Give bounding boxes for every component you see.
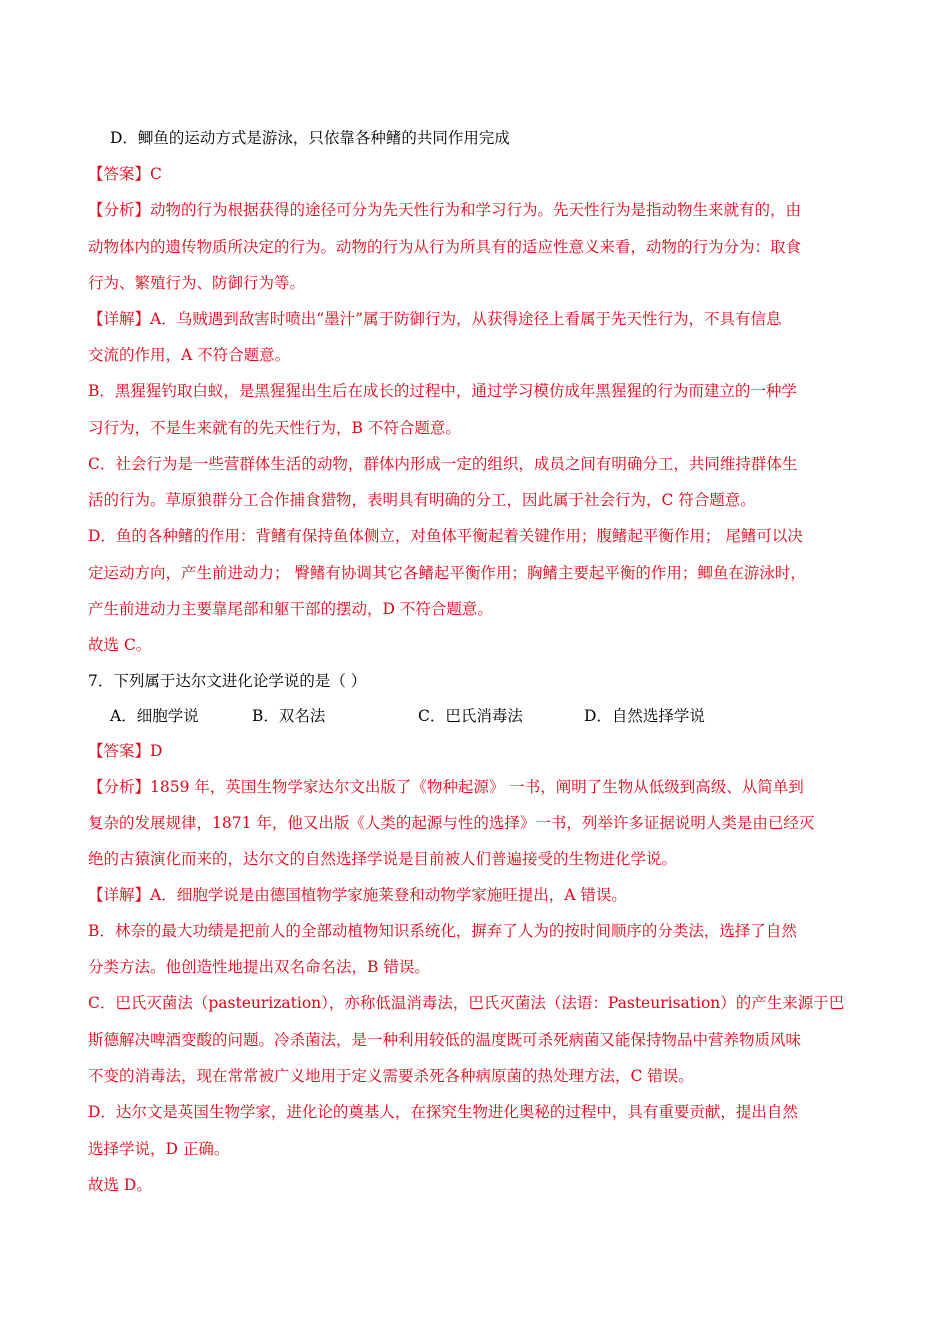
q7-conclusion: 故选 D。 xyxy=(88,1176,152,1194)
q7-option-d: D．自然选择学说 xyxy=(584,707,705,725)
q6-detail-line: D．鱼的各种鳍的作用：背鳍有保持鱼体侧立，对鱼体平衡起着关键作用；腹鳍起平衡作用； 尾鳍可以决 xyxy=(88,527,803,545)
q6-detail-line: B．黑猩猩钓取白蚁，是黑猩猩出生后在成长的过程中，通过学习模仿成年黑猩猩的行为而建立的一种学 xyxy=(88,382,797,400)
q7-option-b: B．双名法 xyxy=(252,707,326,725)
q6-detail-line: 定运动方向，产生前进动力； 臀鳍有协调其它各鳍起平衡作用；胸鳍主要起平衡的作用；鲫鱼在游泳时， xyxy=(88,564,806,582)
q7-detail-line: 斯德解决啤酒变酸的问题。冷杀菌法，是一种利用较低的温度既可杀死病菌又能保持物品中营养物质风味 xyxy=(88,1031,802,1049)
q7-analysis-line: 绝的古猿演化而来的，达尔文的自然选择学说是目前被人们普遍接受的生物进化学说。 xyxy=(88,850,678,868)
q7-detail-line: 【详解】A．细胞学说是由德国植物学家施莱登和动物学家施旺提出，A 错误。 xyxy=(88,886,627,904)
q7-detail-line: 分类方法。他创造性地提出双名命名法，B 错误。 xyxy=(88,958,430,976)
q7-analysis-line: 复杂的发展规律，1871 年，他又出版《人类的起源与性的选择》一书，列举许多证据说明人类是由已经灭 xyxy=(88,814,815,832)
q7-analysis-line: 【分析】1859 年，英国生物学家达尔文出版了《物种起源》 一书，阐明了生物从低级到高级、从简单到 xyxy=(88,778,804,796)
q7-detail-line: 选择学说，D 正确。 xyxy=(88,1140,230,1158)
q7-option-a: A．细胞学说 xyxy=(110,707,199,725)
q6-detail-line: 习行为，不是生来就有的先天性行为，B 不符合题意。 xyxy=(88,419,461,437)
q6-detail-line: 产生前进动力主要靠尾部和躯干部的摆动，D 不符合题意。 xyxy=(88,600,493,618)
q7-option-c: C．巴氏消毒法 xyxy=(418,707,523,725)
q7-detail-line: 不变的消毒法，现在常常被广义地用于定义需要杀死各种病原菌的热处理方法，C 错误。 xyxy=(88,1067,694,1085)
q6-detail-line: 活的行为。草原狼群分工合作捕食猎物，表明具有明确的分工，因此属于社会行为，C 符合题意。 xyxy=(88,491,756,509)
q6-answer: 【答案】C xyxy=(88,165,162,183)
q7-question: 7．下列属于达尔文进化论学说的是（ ） xyxy=(88,672,367,690)
q7-detail-line: D．达尔文是英国生物学家，进化论的奠基人，在探究生物进化奥秘的过程中，具有重要贡献，提出自然 xyxy=(88,1103,798,1121)
q6-conclusion: 故选 C。 xyxy=(88,636,152,654)
q7-detail-line: B．林奈的最大功绩是把前人的全部动植物知识系统化，摒弃了人为的按时间顺序的分类法，选择了自然 xyxy=(88,922,797,940)
q6-detail-line: 交流的作用，A 不符合题意。 xyxy=(88,346,291,364)
q6-analysis-line: 【分析】动物的行为根据获得的途径可分为先天性行为和学习行为。先天性行为是指动物生来就有的，由 xyxy=(88,201,802,219)
q6-analysis-line: 行为、繁殖行为、防御行为等。 xyxy=(88,274,306,292)
q6-analysis-line: 动物体内的遗传物质所决定的行为。动物的行为从行为所具有的适应性意义来看，动物的行为分为：取食 xyxy=(88,238,802,256)
q7-answer: 【答案】D xyxy=(88,742,163,760)
q6-detail-line: C．社会行为是一些营群体生活的动物，群体内形成一定的组织，成员之间有明确分工，共同维持群体生 xyxy=(88,455,798,473)
q6-option-d: D．鲫鱼的运动方式是游泳，只依靠各种鳍的共同作用完成 xyxy=(110,129,510,147)
q6-detail-line: 【详解】A．乌贼遇到敌害时喷出“墨汁”属于防御行为，从获得途径上看属于先天性行为，不具有信息 xyxy=(88,310,782,328)
q7-detail-line: C．巴氏灭菌法（pasteurization），亦称低温消毒法，巴氏灭菌法（法语：Pasteurisation）的产生来源于巴 xyxy=(88,994,845,1012)
